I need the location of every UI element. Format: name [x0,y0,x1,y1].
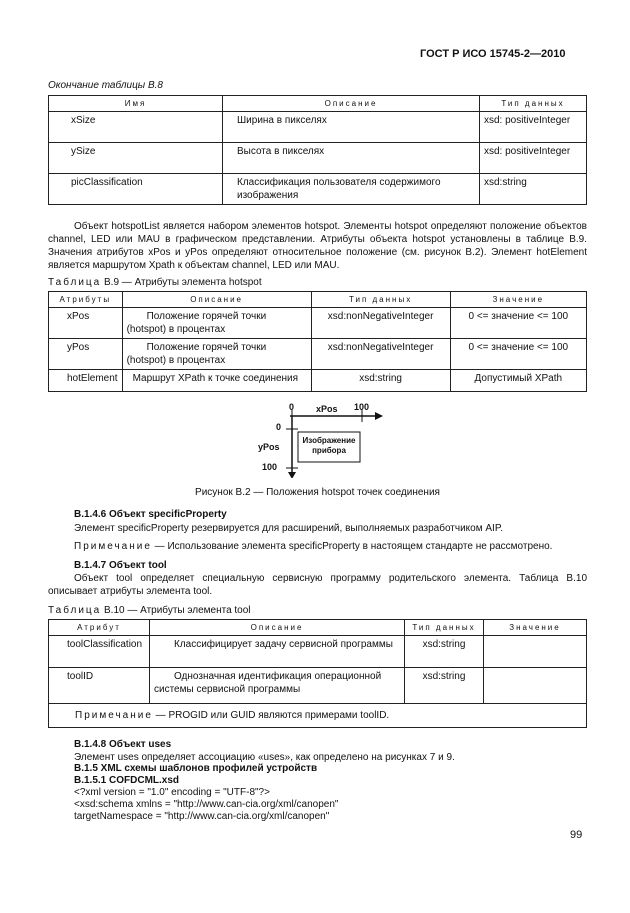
table-row [49,636,587,668]
cell-attr: toolClassification [49,636,150,668]
cell-type: xsd:string [405,636,484,668]
cell-name: ySize [49,143,223,174]
figure-b2-caption: Рисунок В.2 — Положения hotspot точек соединения [195,487,440,498]
cell-attr: toolID [49,668,150,704]
cell-description: Положение горячей точки (hotspot) в процентах [122,339,311,370]
section-heading-b148: В.1.4.8 Объект uses [74,739,172,750]
page-number: 99 [570,829,583,841]
device-image-label-line2: прибора [312,446,346,455]
cell-attr: hotElement [49,370,123,392]
table-row [49,668,587,704]
table-row [49,174,587,205]
cell-type: xsd:string [480,174,587,205]
xml-code-block [74,787,338,823]
cell-attr: yPos [49,339,123,370]
table-note-row [49,704,587,728]
table-header-row [49,96,587,112]
device-image-label-line1: Изображение [302,436,356,445]
table-b9 [48,291,587,392]
table-caption-text: В.9 — Атрибуты элемента hotspot [104,277,262,288]
col-header-description: Описание [150,620,405,636]
note-b146 [74,541,587,552]
y-axis-zero: 0 [276,422,282,432]
document-id: ГОСТ Р ИСО 15745-2—2010 [420,48,566,60]
table-row [49,112,587,143]
section-heading-b15: В.1.5 XML схемы шаблонов профилей устройств [74,763,318,774]
cell-value: Допустимый XPath [450,370,586,392]
section-text-b146: Элемент specificProperty резервируется для расширений, выполняемых разработчиком AIP. [74,523,503,534]
code-line: <xsd:schema xmlns = "http://www.can-cia.org/xml/canopen" [74,799,339,810]
note-text: — Использование элемента specificProperty в настоящем стандарте не рассмотрено. [151,541,553,552]
device-image-label [298,436,360,456]
section-text-b147: Объект tool определяет специальную сервисную программу родительского элемента. Таблица В.10 описывает атрибуты элемента tool. [48,573,587,597]
col-header-type: Тип данных [405,620,484,636]
cell-attr: xPos [49,308,123,339]
code-line: targetNamespace = "http://www.can-cia.org/xml/canopen" [74,811,330,822]
cell-name: xSize [49,112,223,143]
col-header-value: Значение [484,620,587,636]
cell-type: xsd:string [405,668,484,704]
y-axis-hundred: 100 [262,462,278,472]
cell-type: xsd:string [311,370,450,392]
table-b10-caption [48,605,251,616]
cell-value: 0 <= значение <= 100 [450,308,586,339]
cell-type: xsd:nonNegativeInteger [311,339,450,370]
col-header-value: Значение [450,292,586,308]
cell-type: xsd:nonNegativeInteger [311,308,450,339]
cell-description: Классификация пользователя содержимого изображения [223,174,480,205]
figure-b2 [240,402,390,478]
col-header-type: Тип данных [480,96,587,112]
cell-value [484,668,587,704]
note-text: — PROGID или GUID являются примерами toolID. [152,710,390,721]
section-heading-b147: В.1.4.7 Объект tool [74,560,167,571]
table-caption-text: В.10 — Атрибуты элемента tool [104,605,251,616]
x-axis-zero: 0 [289,402,295,412]
table-b8-caption: Окончание таблицы В.8 [48,80,163,91]
hotspotlist-paragraph: Объект hotspotList является набором элементов hotspot. Элементы hotspot определяют положение объектов channel, LED или MAU в графическом представлении. Атрибуты объекта hotspot установлены в таблице В.9. Значения атрибутов xPos и yPos определяют относительное положение (см. рисунок В.2). Элемент hotElement является маршрутом Xpath к объектам channel, LED или MAU. [48,221,587,271]
cell-description: Высота в пикселях [223,143,480,174]
section-heading-b146: В.1.4.6 Объект specificProperty [74,509,227,520]
section-text-b148: Элемент uses определяет ассоциацию «uses», как определено на рисунках 7 и 9. [74,752,455,763]
code-line: <?xml version = "1.0" encoding = "UTF-8"?> [74,787,270,798]
table-note-cell [49,704,587,728]
table-b10 [48,619,587,728]
y-axis-label: yPos [258,442,280,452]
table-header-row [49,620,587,636]
table-row [49,370,587,392]
table-row [49,143,587,174]
col-header-type: Тип данных [311,292,450,308]
cell-type: xsd: positiveInteger [480,143,587,174]
section-heading-b151: В.1.5.1 COFDCML.xsd [74,775,180,786]
col-header-attributes: Атрибуты [49,292,123,308]
table-header-row [49,292,587,308]
cell-description: Положение горячей точки (hotspot) в процентах [122,308,311,339]
note-label: Примечание [75,710,153,721]
table-row [49,308,587,339]
cell-description: Маршрут XPath к точке соединения [122,370,311,392]
cell-value [484,636,587,668]
col-header-description: Описание [122,292,311,308]
cell-value: 0 <= значение <= 100 [450,339,586,370]
table-b8 [48,95,587,205]
table-label: Таблица [48,277,102,288]
cell-description: Ширина в пикселях [223,112,480,143]
x-axis-hundred: 100 [354,402,370,412]
cell-description: Классифицирует задачу сервисной программы [150,636,405,668]
cell-type: xsd: positiveInteger [480,112,587,143]
table-b9-caption [48,277,262,288]
col-header-description: Описание [223,96,480,112]
note-label: Примечание [74,541,152,552]
table-row [49,339,587,370]
cell-description: Однозначная идентификация операционной системы сервисной программы [150,668,405,704]
col-header-name: Имя [49,96,223,112]
col-header-attribute: Атрибут [49,620,150,636]
cell-name: picClassification [49,174,223,205]
x-axis-label: xPos [316,404,338,414]
table-label: Таблица [48,605,102,616]
